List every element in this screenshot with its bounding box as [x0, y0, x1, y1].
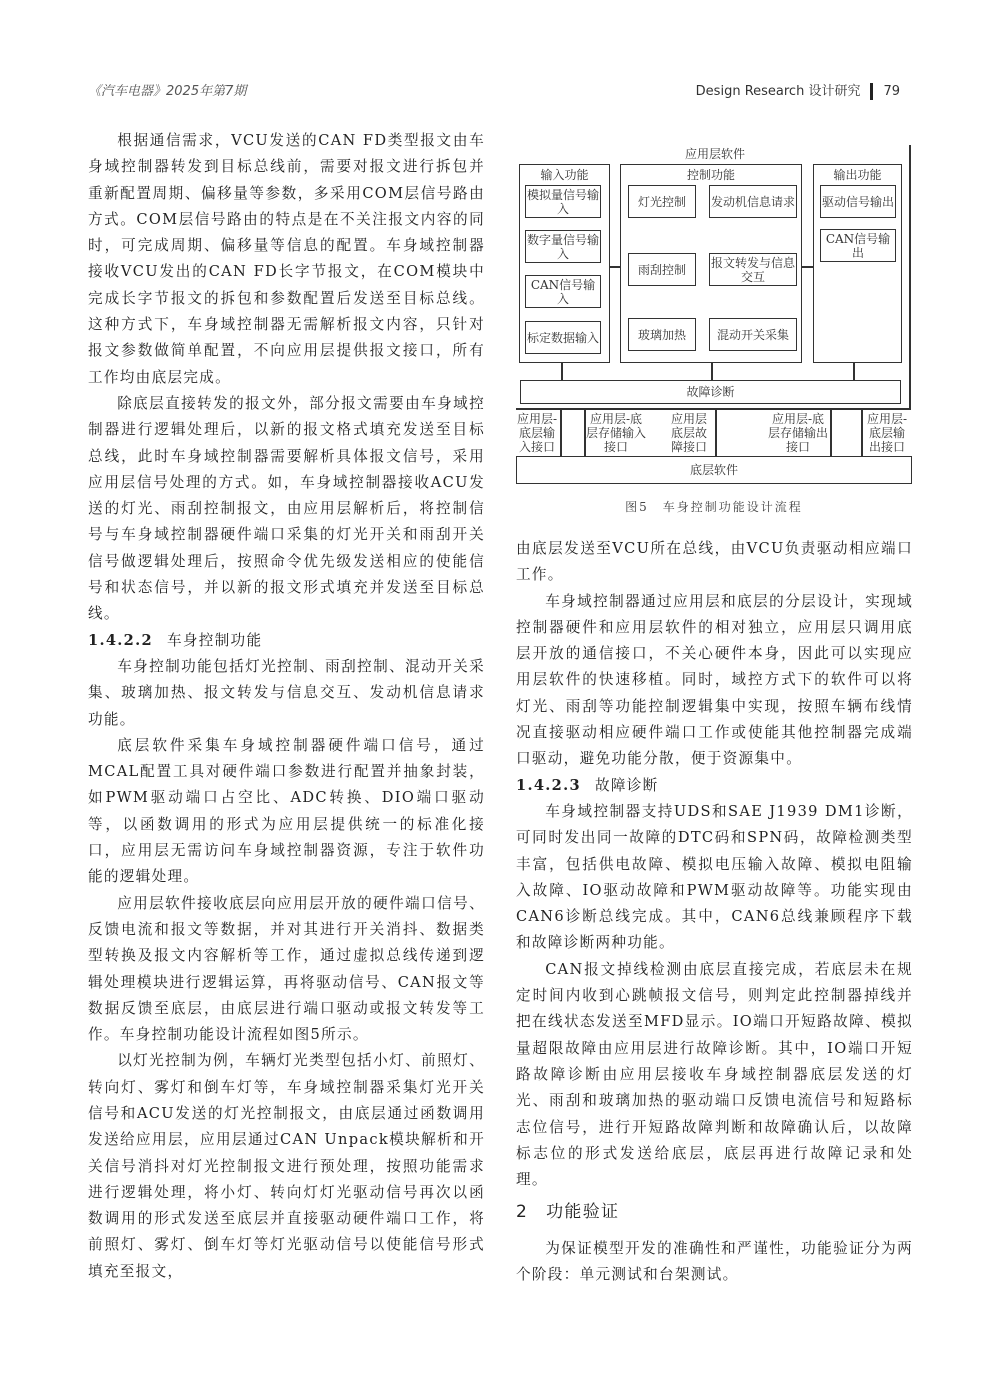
paragraph: 为保证模型开发的准确性和严谨性，功能验证分为两个阶段：单元测试和台架测试。: [516, 1239, 913, 1284]
interface-label: 应用层-底层存储输入接口: [586, 412, 647, 454]
interface-line: [560, 409, 562, 456]
input-item: CAN信号输入: [525, 275, 601, 308]
paragraph: 车身控制功能包括灯光控制、雨刮控制、混动开关采集、玻璃加热、报文转发与信息交互、发动机信息请求功能。: [88, 657, 485, 728]
chapter-title: 功能验证: [546, 1202, 620, 1223]
interface-line: [715, 409, 717, 456]
interface-label: 应用层-底层存储输出接口: [767, 412, 828, 454]
section-title: 故障诊断: [594, 776, 659, 794]
bottom-software-box: 底层软件: [516, 456, 912, 484]
connector-line: [561, 363, 563, 380]
output-item: CAN信号输出: [820, 229, 896, 262]
section-number: 1.4.2.2: [88, 631, 153, 649]
section-heading: [88, 628, 485, 654]
paragraph: 车身域控制器支持UDS和SAE J1939 DM1诊断，可同时发出同一故障的DTC码和SPN码，故障检测类型丰富，包括供电故障、模拟电压输入故障、模拟电阻输入故障、IO驱动故障和PWM驱动故障等。功能实现由CAN6诊断总线完成。其中，CAN6总线兼顾程序下载和故障诊断两种功能。: [516, 802, 913, 952]
control-item: 混动开关采集: [709, 318, 797, 351]
connector-line: [853, 363, 855, 380]
chapter-number: 2: [516, 1202, 529, 1223]
input-item: 数字量信号输入: [525, 230, 601, 263]
paragraph: 底层软件采集车身域控制器硬件端口信号，通过MCAL配置工具对硬件端口参数进行配置并抽象封装，如PWM驱动端口占空比、ADC转换、DIO端口驱动等，以函数调用的形式为应用层提供统一的标准化接口，应用层无需访问车身域控制器资源，专注于软件功能的逻辑处理。: [88, 736, 485, 886]
control-item: 报文转发与信息交互: [709, 253, 797, 286]
interface-line: [861, 409, 863, 456]
control-item: 玻璃加热: [628, 318, 696, 351]
frame-line: [909, 145, 911, 409]
journal-header: 《汽车电器》2025年第7期: [88, 84, 247, 99]
right-column: [516, 536, 913, 1288]
fault-diagnosis-box: 故障诊断: [520, 380, 901, 404]
connector-line: [711, 363, 713, 380]
interface-label: 应用层-底层输出接口: [866, 412, 908, 454]
figure-caption: 图5 车身控制功能设计流程: [625, 500, 803, 514]
control-item: 灯光控制: [628, 185, 696, 218]
box-title: 输出功能: [833, 168, 882, 182]
arrow-input-to-control: [610, 266, 620, 268]
paragraph: 由底层发送至VCU所在总线，由VCU负责驱动相应端口工作。: [516, 540, 913, 584]
paragraph: 车身域控制器通过应用层和底层的分层设计，实现域控制器硬件和应用层软件的相对独立，应用层只调用底层开放的通信接口，不关心硬件本身，因此可以实现应用层软件的快速移植。同时，域控方式下的软件可以将灯光、雨刮等功能控制逻辑集中实现，按照车辆布线情况直接驱动相应硬件端口工作或使能其他控制器完成端口驱动，避免功能分散，便于资源集中。: [516, 592, 913, 768]
paragraph: 除底层直接转发的报文外，部分报文需要由车身域控制器进行逻辑处理后，以新的报文格式填充发送至目标总线，此时车身域控制器需要解析具体报文信号，采用应用层信号处理的方式。如，车身域控制器接收ACU发送的灯光、雨刮控制报文，由应用层解析后，将控制信号与车身域控制器硬件端口采集的灯光开关和雨刮开关信号做逻辑处理后，按照命令优先级发送相应的使能信号和状态信号，并以新的报文形式填充并发送至目标总线。: [88, 394, 485, 623]
chapter-heading: [516, 1199, 913, 1225]
section-title: 车身控制功能: [166, 631, 263, 649]
app-layer-title: 应用层软件: [684, 147, 745, 161]
frame-line: [516, 408, 911, 410]
section-title: Design Research 设计研究: [695, 84, 861, 99]
box-title: 控制功能: [686, 168, 735, 182]
box-title: 输入功能: [540, 168, 589, 182]
input-item: 模拟量信号输入: [525, 185, 601, 218]
page-number: 79: [883, 84, 900, 99]
paragraph: CAN报文掉线检测由底层直接完成，若底层未在规定时间内收到心跳帧报文信号，则判定此控制器掉线并把在线状态发送至MFD显示。IO端口开短路故障、模拟量超限故障由应用层进行故障诊断。其中，IO端口开短路故障诊断由应用层接收车身域控制器底层发送的灯光、雨刮和玻璃加热的驱动端口反馈电流信号和短路标志位信号，进行开短路故障判断和故障确认后，以故障标志位的形式发送给底层，底层再进行故障记录和处理。: [516, 960, 913, 1189]
interface-label: 应用层底层故障接口: [670, 412, 707, 454]
section-number: 1.4.2.3: [516, 776, 581, 794]
arrow-control-to-output: [802, 266, 813, 268]
output-item: 驱动信号输出: [820, 185, 896, 218]
control-item: 雨刮控制: [628, 253, 696, 286]
interface-line: [584, 409, 586, 456]
interface-label: 应用层-底层输入接口: [516, 412, 558, 454]
paragraph: 以灯光控制为例，车辆灯光类型包括小灯、前照灯、转向灯、雾灯和倒车灯等，车身域控制器采集灯光开关信号和ACU发送的灯光控制报文，由底层通过函数调用发送给应用层，应用层通过CAN Unpack模块解析和开关信号消抖对灯光控制报文进行预处理，按照功能需求进行逻辑处理，将小灯、转向灯灯光驱动信号再次以函数调用的形式发送至底层并直接驱动硬件端口工作，将前照灯、雾灯、倒车灯等灯光驱动信号以使能信号形式填充至报文，: [88, 1052, 485, 1280]
paragraph: 根据通信需求，VCU发送的CAN FD类型报文由车身域控制器转发到目标总线前，需要对报文进行拆包并重新配置周期、偏移量等参数，多采用COM层信号路由方式。COM层信号路由的特点是在不关注报文内容的同时，可完成周期、偏移量等信息的配置。车身域控制器接收VCU发出的CAN FD长字节报文，在COM模块中完成长字节报文的拆包和参数配置后发送至目标总线。这种方式下，车身域控制器无需解析报文内容，只针对报文参数做简单配置，不向应用层提供报文接口，所有工作均由底层完成。: [88, 132, 485, 386]
section-heading: [516, 773, 913, 799]
figure-5-diagram: [0, 0, 1006, 520]
input-item: 标定数据输入: [525, 321, 601, 354]
control-item: 发动机信息请求: [709, 185, 797, 218]
paragraph: 应用层软件接收底层向应用层开放的硬件端口信号、反馈电流和报文等数据，并对其进行开关消抖、数据类型转换及报文内容解析等工作，通过虚拟总线传递到逻辑处理模块进行逻辑运算，再将驱动信号、CAN报文等数据反馈至底层，由底层进行端口驱动或报文转发等工作。车身控制功能设计流程如图5所示。: [88, 894, 485, 1044]
interface-line: [830, 409, 832, 456]
